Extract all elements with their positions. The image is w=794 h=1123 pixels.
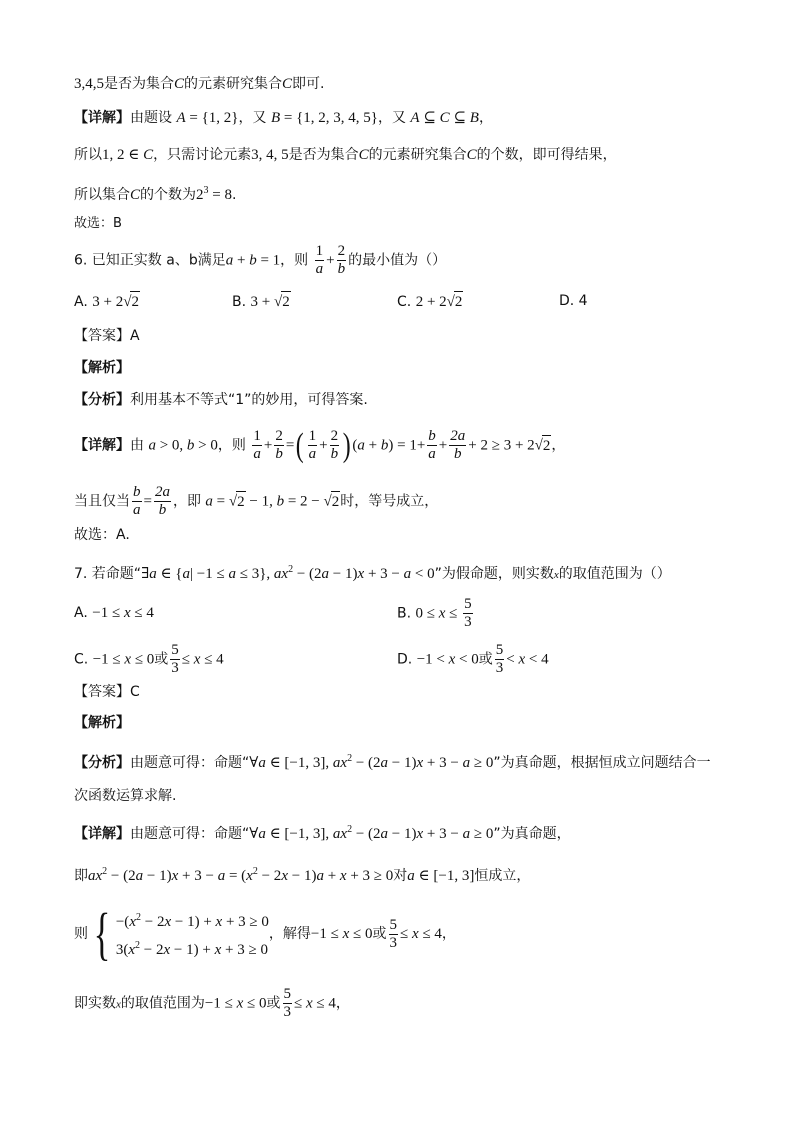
q6-option-c: C. 2 + 2√2	[397, 291, 463, 312]
q6-analysis-title: 【解析】	[74, 360, 130, 376]
text-line: 所以1, 2 ∈ C，只需讨论元素3, 4, 5是否为集合C的元素研究集合C的个数，即可得结果，	[74, 147, 617, 163]
q7-option-b: B. 0 ≤ x ≤ $\frac{5}{3}$	[397, 596, 472, 630]
q6-option-d: D. 4	[559, 293, 588, 309]
q6-detail: 【详解】由 a > 0, b > 0，则 $\frac{1}{a}$ + $\frac{2}{b}$ =( $\frac{1}{a}$ + $\frac{2}{b}$ ) (a + b) = 1+ $\frac{b}{a}$ + $\frac{2a}{b}$ + 2 ≥ 3 + 2√2，	[74, 426, 566, 464]
q7-line2: 即$ax^2 - (2a - 1)x + 3 - a = (x^2 - 2x - 1)a + x + 3 \ge 0$对a ∈ [−1, 3]恒成立，	[74, 866, 531, 884]
q7-detail: 【详解】由题意可得：命题“∀a ∈ [−1, 3], $ax^2 - (2a - 1)x + 3 - a \ge 0$”为真命题，	[74, 824, 571, 842]
q6-fenxi: 【分析】利用基本不等式“1”的妙用，可得答案.	[74, 392, 368, 408]
q6-equality: 当且仅当 $\frac{b}{a}$ = $\frac{2a}{b}$ ，即 a = √2 − 1, b = 2 − √2时，等号成立，	[74, 484, 439, 518]
q7-fenxi: 【分析】由题意可得：命题“∀a ∈ [−1, 3], $ax^2 - (2a - 1)x + 3 - a \ge 0$”为真命题，根据恒成立问题结合一	[74, 753, 711, 771]
q7-answer: 【答案】C	[74, 684, 140, 700]
q7-line4: 即实数x的取值范围为−1 ≤ x ≤ 0或 $\frac{5}{3}$ ≤ x ≤ 4，	[74, 986, 350, 1020]
question-7-stem: 7. 若命题“∃a ∈ {a| −1 ≤ a ≤ 3}, $ax^2 - (2a - 1)x + 3 - a < 0$”为假命题，则实数x的取值范围为（）	[74, 564, 671, 582]
q7-line3: 则{ $-(x^2 - 2x - 1) + x + 3 \ge 0$ $3(x^2 - 2x - 1) + x + 3 \ge 0$，解得−1 ≤ x ≤ 0或 $\frac{5}{3}$ ≤ x ≤ 4，	[74, 901, 456, 966]
question-6-stem: 6. 已知正实数 a、b满足a + b = 1，则 $\frac{1}{a}$ + $\frac{2}{b}$ 的最小值为（）	[74, 243, 447, 277]
text-line: 3,4,5是否为集合C的元素研究集合C即可.	[74, 76, 325, 92]
q7-analysis-title: 【解析】	[74, 715, 130, 731]
q7-fenxi-cont: 次函数运算求解.	[74, 788, 177, 804]
q6-option-a: A. 3 + 2√2	[74, 291, 140, 312]
q7-option-c: C. −1 ≤ x ≤ 0或 $\frac{5}{3}$ ≤ x ≤ 4	[74, 642, 224, 676]
q7-option-d: D. −1 < x < 0或 $\frac{5}{3}$ < x < 4	[397, 642, 549, 676]
text-line: 【详解】由题设 A = {1, 2}，又 B = {1, 2, 3, 4, 5}，又 A ⊆ C ⊆ B，	[74, 110, 493, 126]
text-line: 所以集合C的个数为$2^3 = 8$.	[74, 185, 237, 203]
q7-option-a: A. −1 ≤ x ≤ 4	[74, 605, 154, 621]
q6-choose: 故选：A.	[74, 527, 130, 543]
q6-answer: 【答案】A	[74, 328, 140, 344]
q6-option-b: B. 3 + √2	[232, 291, 291, 312]
text-line: 故选：B	[74, 216, 122, 231]
